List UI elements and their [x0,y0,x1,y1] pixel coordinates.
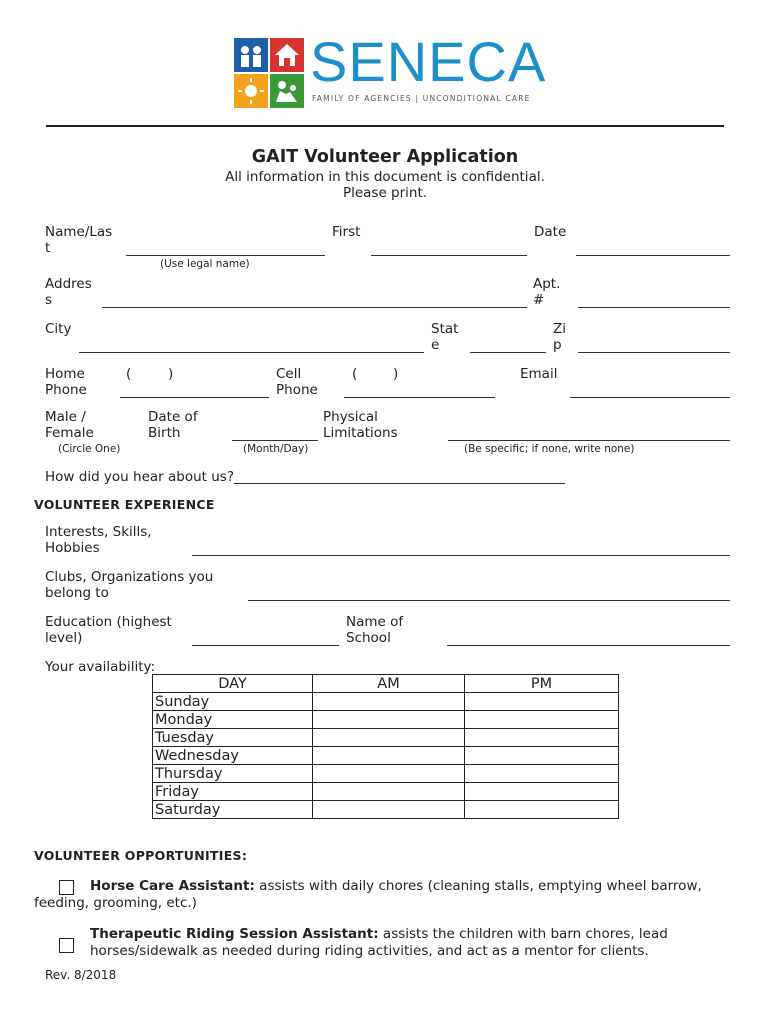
label-physical-limitations: Physical Limitations [323,409,398,441]
home-area-open: ( [126,366,132,382]
am-cell[interactable] [313,765,465,783]
pm-cell[interactable] [465,693,619,711]
label-dob: Date of Birth [148,409,198,441]
table-row [153,747,619,765]
label-city: City [45,321,72,337]
email-field[interactable] [570,397,730,398]
pm-cell[interactable] [465,747,619,765]
day-cell: Monday [153,711,313,729]
table-row [153,729,619,747]
am-cell[interactable] [313,801,465,819]
address-field[interactable] [102,307,527,308]
pm-cell[interactable] [465,801,619,819]
table-row [153,693,619,711]
am-cell[interactable] [313,729,465,747]
am-cell[interactable] [313,783,465,801]
riding-assistant-line-1: Therapeutic Riding Session Assistant: assists the children with barn chores, lead [90,926,668,942]
physical-limitations-field[interactable] [448,440,730,441]
label-education: Education (highest level) [45,614,172,646]
pm-cell[interactable] [465,711,619,729]
circle-one-hint: (Circle One) [58,443,121,455]
zip-field[interactable] [578,352,730,353]
horse-care-checkbox[interactable] [59,880,74,895]
am-cell[interactable] [313,693,465,711]
horse-care-line-2: feeding, grooming, etc.) [34,895,197,911]
pm-cell[interactable] [465,783,619,801]
revision-note: Rev. 8/2018 [45,968,117,982]
label-zip: Zi p [553,321,566,353]
brand-tagline: FAMILY OF AGENCIES | UNCONDITIONAL CARE [312,94,531,103]
column-header-pm: PM [465,675,619,693]
riding-assistant-line-2: horses/sidewalk as needed during riding activities, and act as a mentor for clients. [90,943,649,959]
pm-cell[interactable] [465,729,619,747]
last-name-field[interactable] [126,255,325,256]
pm-cell[interactable] [465,765,619,783]
label-date: Date [534,224,567,240]
helping-hands-icon [270,74,304,108]
legal-name-hint: (Use legal name) [160,258,250,270]
day-cell: Wednesday [153,747,313,765]
table-row [153,765,619,783]
hear-about-us-field[interactable]: How did you hear about us?_________________________________________________ [45,469,565,485]
month-day-hint: (Month/Day) [243,443,309,455]
label-apt: Apt. # [533,276,561,308]
house-icon [270,38,304,72]
home-area-close: ) [168,366,174,382]
label-first: First [332,224,361,240]
label-availability: Your availability: [45,659,156,675]
apt-field[interactable] [578,307,730,308]
cell-area-open: ( [352,366,358,382]
day-cell: Sunday [153,693,313,711]
column-header-day: DAY [153,675,313,693]
label-sex: Male / Female [45,409,94,441]
home-phone-field[interactable] [120,397,269,398]
label-interests: Interests, Skills, Hobbies [45,524,152,556]
interests-field[interactable] [192,555,730,556]
table-row [153,783,619,801]
day-cell: Saturday [153,801,313,819]
label-email: Email [520,366,558,382]
label-cell-phone: Cell Phone [276,366,318,398]
first-name-field[interactable] [371,255,527,256]
cell-area-close: ) [393,366,399,382]
label-state: Stat e [431,321,459,353]
family-icon [234,38,268,72]
dob-field[interactable] [232,440,318,441]
label-name-last: Name/Las t [45,224,113,256]
availability-table [152,674,619,819]
state-field[interactable] [470,352,546,353]
opportunities-heading: VOLUNTEER OPPORTUNITIES: [34,848,248,863]
day-cell: Thursday [153,765,313,783]
subtitle-line-2: Please print. [342,185,428,201]
school-field[interactable] [447,645,730,646]
day-cell: Tuesday [153,729,313,747]
clubs-field[interactable] [248,600,730,601]
am-cell[interactable] [313,747,465,765]
be-specific-hint: (Be specific; if none, write none) [464,443,635,455]
sun-icon [234,74,268,108]
label-school: Name of School [346,614,404,646]
date-field[interactable] [576,255,730,256]
label-address: Addres s [45,276,92,308]
day-cell: Friday [153,783,313,801]
am-cell[interactable] [313,711,465,729]
label-clubs: Clubs, Organizations you belong to [45,569,214,601]
riding-assistant-checkbox[interactable] [59,938,74,953]
experience-heading: VOLUNTEER EXPERIENCE [34,497,215,512]
cell-phone-field[interactable] [344,397,495,398]
education-field[interactable] [192,645,339,646]
table-row [153,801,619,819]
city-field[interactable] [79,352,424,353]
page-title: GAIT Volunteer Application [251,147,519,167]
column-header-am: AM [313,675,465,693]
table-row [153,711,619,729]
brand-name: SENECA [310,30,547,93]
header-divider [46,125,724,127]
subtitle-line-1: All information in this document is confidential. [225,169,545,185]
horse-care-line-1: Horse Care Assistant: assists with daily chores (cleaning stalls, emptying wheel barrow, [90,878,702,894]
label-home-phone: Home Phone [45,366,87,398]
